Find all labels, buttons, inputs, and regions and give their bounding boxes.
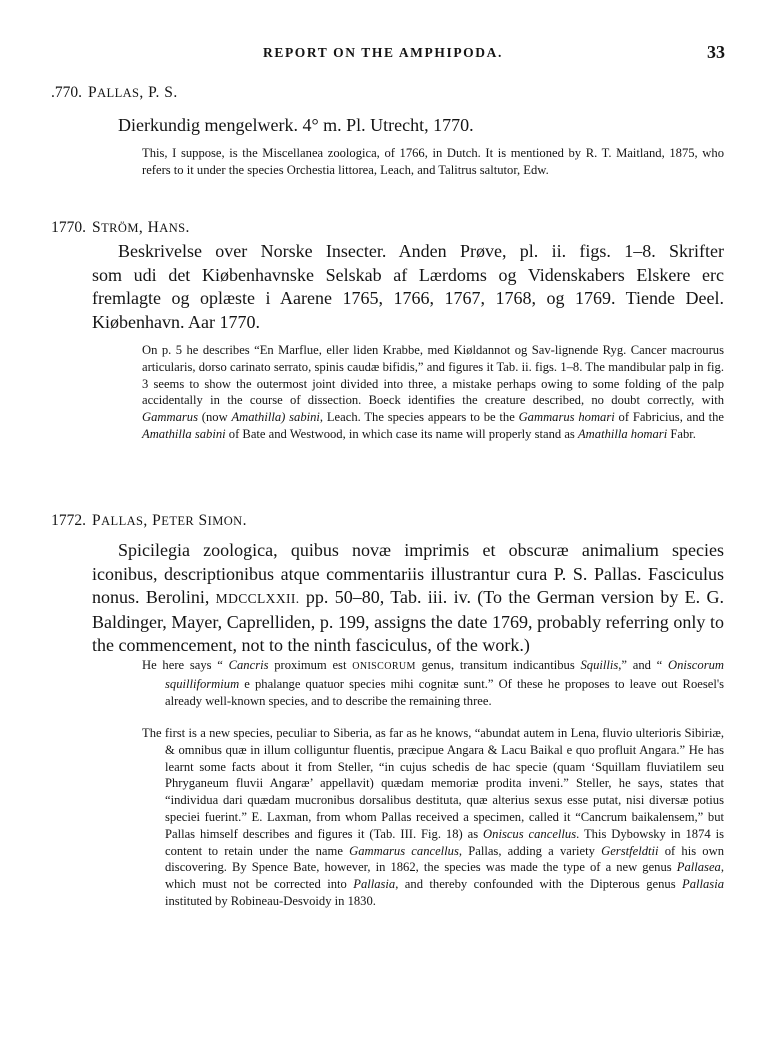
- page-number: 33: [707, 42, 725, 62]
- entry-note-paragraph-1: He here says “ Cancris proximum est ONISCORUM genus, transitum indicantibus Squillis,” and “ Oniscorum squilliformium e phalange quatuor species mihi cognitæ sunt.” Of these he proposes to leave out Roesel's already well-known species, and to describe the remaining three.: [142, 658, 724, 708]
- entry-heading: [0, 512, 247, 530]
- entry-title: Dierkundig mengelwerk. 4° m. Pl. Utrecht, 1770.: [118, 115, 474, 135]
- entry-year: .770.: [51, 84, 82, 101]
- entry-note: This, I suppose, is the Miscellanea zoologica, of 1766, in Dutch. It is mentioned by R. T. Maitland, 1875, who refers to it under the species Orchestia littorea, Leach, and Talitrus saltutor, Edw.: [142, 146, 724, 177]
- entry-year: 1770.: [51, 219, 86, 236]
- entry-heading: [0, 84, 178, 102]
- entry-title: Spicilegia zoologica, quibus novæ imprimis et obscuræ animalium species iconibus, descriptionibus atque commentariis illustrantur cura P. S. Pallas. Fasciculus nonus. Berolini, MDCCLXXII. pp. 50–80, Tab. iii. iv. (To the German version by E. G. Baldinger, Mayer, Caprelliden, p. 199, assigns the date 1769, probably referring only to the commencement, not to the ninth fasciculus, of the work.): [92, 540, 724, 655]
- entry-year: 1772.: [51, 512, 86, 529]
- entry-author: PALLAS, P. S.: [88, 84, 178, 101]
- entry-note: On p. 5 he describes “En Marflue, eller liden Krabbe, med Kiøldannot og Sav-lignende Ryg. Cancer macrourus articularis, dorso carinato serrato, spinis caudæ bifidis,” and figures it Tab. ii. figs. 1–8. The mandibular palp in fig. 3 seems to show the outermost joint divided into three, a mistake perhaps owing to some folding of the palp accidentally in the course of dissection. Boeck identifies the creature described, no doubt correctly, with Gammarus (now Amathilla) sabini, Leach. The species appears to be the Gammarus homari of Fabricius, and the Amathilla sabini of Bate and Westwood, in which case its name will properly stand as Amathilla homari Fabr.: [142, 343, 725, 441]
- entry-title: Beskrivelse over Norske Insecter. Anden Prøve, pl. ii. figs. 1–8. Skrifter som udi det Kiøbenhavnske Selskab af Lærdoms og Videnskabers Elskere erc fremlagte og oplæste i Aarene 1765, 1766, 1767, 1768, og 1769. Tiende Deel. Kiøbenhavn. Aar 1770.: [92, 241, 724, 332]
- entry-heading: [0, 219, 190, 237]
- running-title: REPORT ON THE AMPHIPODA.: [263, 45, 503, 60]
- running-header: [0, 42, 776, 67]
- entry-note-paragraph-2: The first is a new species, peculiar to Siberia, as far as he knows, “abundat autem in Lena, fluvio ulterioris Sibiriæ, & omnibus quæ in illum colliguntur fluentis, præcipue Angara & Lacu Baikal e quo profluit Angara.” He has learnt some facts about it from Steller, “in cujus schedis de hac specie (quam ‘Squillam fluviatilem seu Phryganeum fluvii Angaræ’ appellavit) quædam memoriæ prodita inveni.” Steller, he says, states that “individua dari quædam mucronibus dorsalibus destituta, quæ alterius sexus esse putat, nisi diversæ potius speciei fuerint.” E. Laxman, from whom Pallas received a specimen, called it “Cancrum baikalensem,” but Pallas himself describes and figures it (Tab. III. Fig. 18) as Oniscus cancellus. This Dybowsky in 1874 is content to retain under the name Gammarus cancellus, Pallas, adding a variety Gerstfeldtii of his own discovering. By Spence Bate, however, in 1862, the species was made the type of a new genus Pallasea, which must not be corrected into Pallasia, and thereby confounded with the Dipterous genus Pallasia instituted by Robineau-Desvoidy in 1830.: [142, 726, 724, 908]
- entry-author: PALLAS, PETER SIMON.: [92, 512, 247, 529]
- entry-author: STRÖM, HANS.: [92, 219, 190, 236]
